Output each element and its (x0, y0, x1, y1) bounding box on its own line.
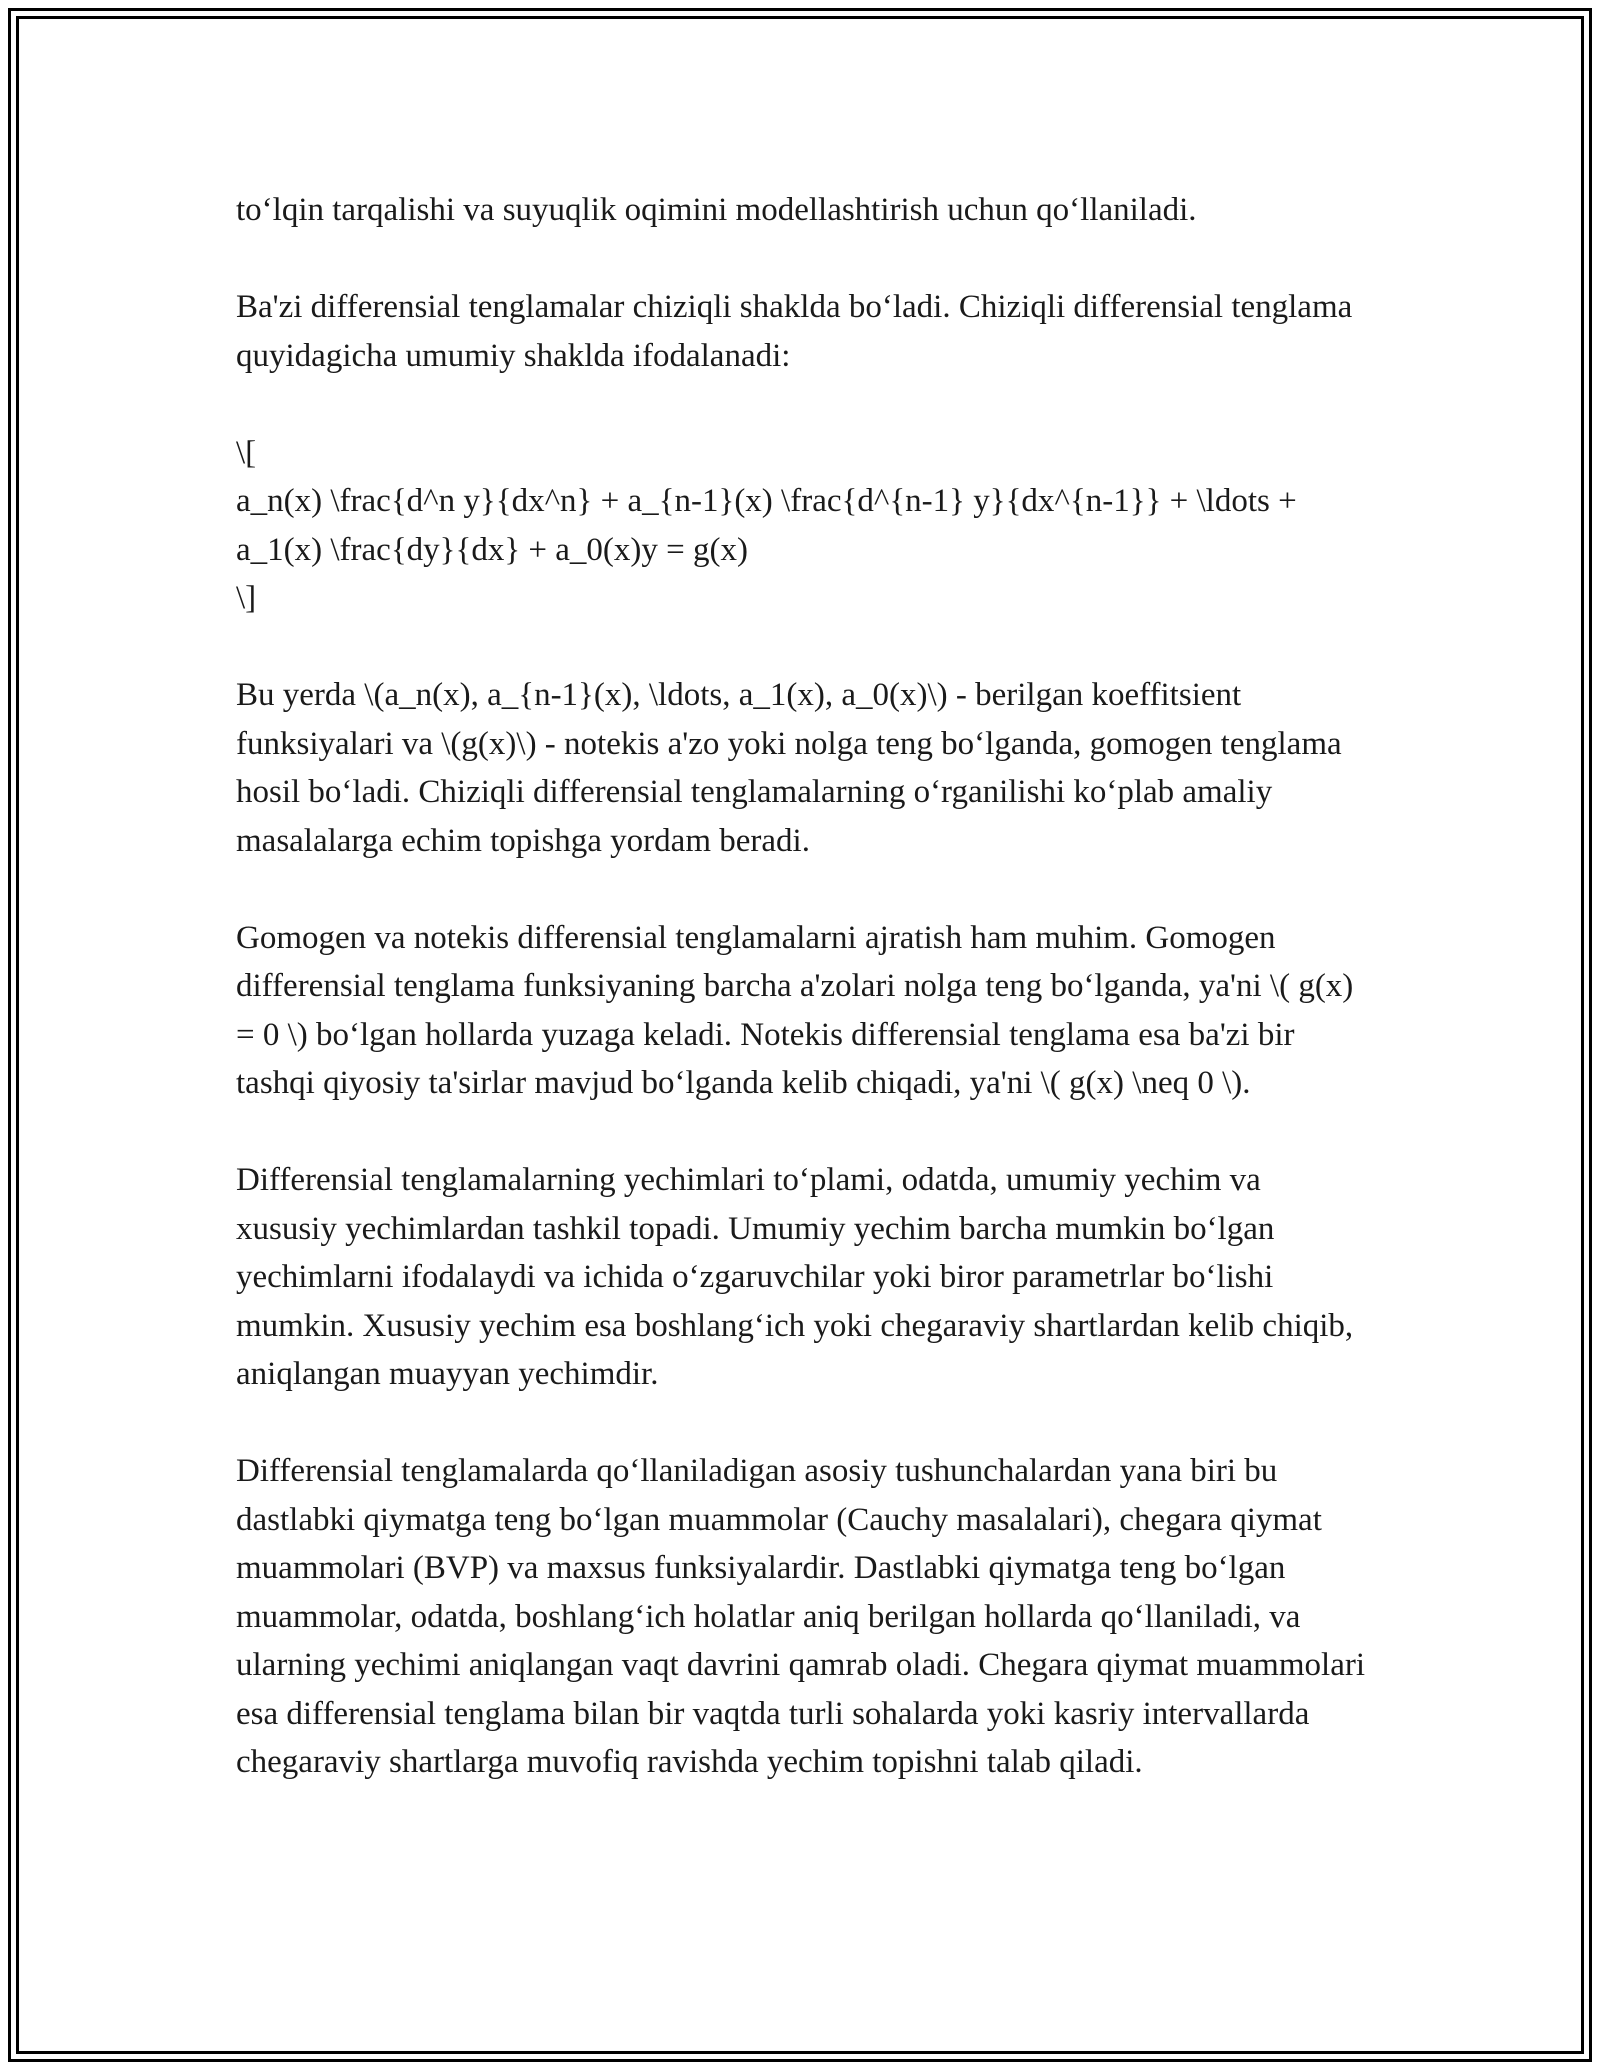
document-body (236, 186, 1366, 1835)
paragraph-solutions: Differensial tenglamalarning yechimlari to‘plami, odatda, umumiy yechim va xususiy yechimlardan tashkil topadi. Umumiy yechim barcha mumkin bo‘lgan yechimlarni ifodalaydi va ichida o‘zgaruvchilar yoki biror parametrlar bo‘lishi mumkin. Xususiy yechim esa boshlang‘ich yoki chegaraviy shartlardan kelib chiqib, aniqlangan muayyan yechimdir. (236, 1162, 1354, 1392)
paragraph-homogeneous: Gomogen va notekis differensial tenglamalarni ajratish ham muhim. Gomogen differensial tenglama funksiyaning barcha a'zolari nolga teng bo‘lganda, ya'ni \( g(x) = 0 \) bo‘lgan hollarda yuzaga keladi. Notekis differensial tenglama esa ba'zi bir tashqi qiyosiy ta'sirlar mavjud bo‘lganda kelib chiqadi, ya'ni \( g(x) \neq 0 \). (236, 919, 1354, 1101)
formula-linear-ode: \[ a_n(x) \frac{d^n y}{dx^n} + a_{n-1}(x) \frac{d^{n-1} y}{dx^{n-1}} + \ldots + a_1(x) \frac{dy}{dx} + a_0(x)y = g(x) \] (236, 434, 1297, 616)
paragraph-intro-continuation: to‘lqin tarqalishi va suyuqlik oqimini modellashtirish uchun qo‘llaniladi. (236, 192, 1197, 228)
paragraph-boundary-problems: Differensial tenglamalarda qo‘llaniladigan asosiy tushunchalardan yana biri bu dastlabki qiymatga teng bo‘lgan muammolar (Cauchy masalalari), chegara qiymat muammolari (BVP) va maxsus funksiyalardir. Dastlabki qiymatga teng bo‘lgan muammolar, odatda, boshlang‘ich holatlar aniq berilgan hollarda qo‘llaniladi, va ularning yechimi aniqlangan vaqt davrini qamrab oladi. Chegara qiymat muammolari esa differensial tenglama bilan bir vaqtda turli sohalarda yoki kasriy intervallarda chegaraviy shartlarga muvofiq ravishda yechim topishni talab qiladi. (236, 1453, 1365, 1780)
paragraph-linear-equations: Ba'zi differensial tenglamalar chiziqli shaklda bo‘ladi. Chiziqli differensial tenglama quyidagicha umumiy shaklda ifodalanadi: (236, 289, 1353, 374)
paragraph-coefficients: Bu yerda \(a_n(x), a_{n-1}(x), \ldots, a_1(x), a_0(x)\) - berilgan koeffitsient funksiyalari va \(g(x)\) - notekis a'zo yoki nolga teng bo‘lganda, gomogen tenglama hosil bo‘ladi. Chiziqli differensial tenglamalarning o‘rganilishi ko‘plab amaliy masalalarga echim topishga yordam beradi. (236, 677, 1342, 859)
